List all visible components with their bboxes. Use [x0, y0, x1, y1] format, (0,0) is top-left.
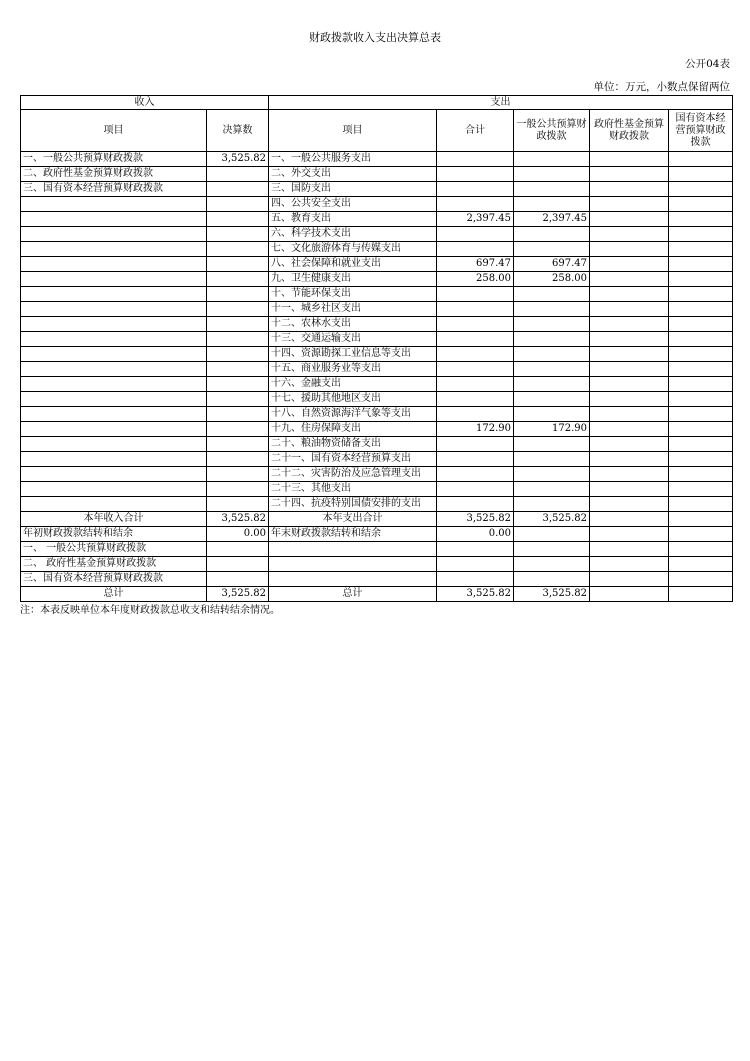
expense-total-cell — [437, 332, 514, 347]
expense-total-cell — [437, 287, 514, 302]
expense-total-cell — [437, 497, 514, 512]
income-value-cell — [207, 362, 269, 377]
empty-cell — [514, 557, 590, 572]
income-value-cell — [207, 482, 269, 497]
carry-in-item-fund: 二、 政府性基金预算财政拨款 — [21, 557, 207, 572]
total-header: 合计 — [437, 110, 514, 152]
empty-cell — [207, 557, 269, 572]
gov-fund-cell — [590, 257, 669, 272]
carry-in-item-capital: 三、国有资本经营预算财政拨款 — [21, 572, 207, 587]
empty-cell — [437, 542, 514, 557]
income-value-cell — [207, 347, 269, 362]
state-capital-cell — [669, 167, 733, 182]
expense-total-cell — [437, 152, 514, 167]
income-item-cell — [21, 452, 207, 467]
gov-fund-cell — [590, 317, 669, 332]
general-budget-header: 一般公共预算财政拨款 — [514, 110, 590, 152]
income-value-cell — [207, 257, 269, 272]
form-number: 公开04表 — [685, 58, 730, 70]
expense-total-cell — [437, 347, 514, 362]
state-capital-cell — [669, 407, 733, 422]
gov-fund-cell — [590, 212, 669, 227]
empty-cell — [669, 557, 733, 572]
income-item-cell — [21, 482, 207, 497]
table-row — [21, 242, 733, 257]
expense-item-cell: 六、科学技术支出 — [269, 227, 437, 242]
gov-fund-cell — [590, 272, 669, 287]
header-row-columns — [21, 110, 733, 152]
empty-cell — [437, 572, 514, 587]
expense-item-cell: 十、节能环保支出 — [269, 287, 437, 302]
income-item-cell — [21, 392, 207, 407]
carry-in-item-general: 一、 一般公共预算财政拨款 — [21, 542, 207, 557]
table-row — [21, 152, 733, 167]
income-item-cell: 二、政府性基金预算财政拨款 — [21, 167, 207, 182]
carry-out-value: 0.00 — [437, 527, 514, 542]
state-capital-cell — [669, 467, 733, 482]
expense-total-cell — [437, 242, 514, 257]
income-item-cell: 一、一般公共预算财政拨款 — [21, 152, 207, 167]
expense-total-cell — [437, 467, 514, 482]
table-row — [21, 227, 733, 242]
income-item-header: 项目 — [21, 110, 207, 152]
income-header: 收入 — [21, 96, 269, 110]
carry-over-row — [21, 527, 733, 542]
income-value-cell — [207, 437, 269, 452]
gov-fund-cell — [590, 437, 669, 452]
general-budget-cell — [514, 197, 590, 212]
state-capital-cell — [669, 482, 733, 497]
state-capital-cell — [669, 287, 733, 302]
table-row — [21, 317, 733, 332]
state-capital-cell — [669, 302, 733, 317]
expense-item-cell: 九、卫生健康支出 — [269, 272, 437, 287]
income-item-cell — [21, 332, 207, 347]
expense-item-cell: 八、社会保障和就业支出 — [269, 257, 437, 272]
general-budget-cell: 697.47 — [514, 257, 590, 272]
state-capital-cell — [669, 377, 733, 392]
unit-note: 单位：万元，小数点保留两位 — [593, 81, 730, 93]
table-row — [21, 167, 733, 182]
state-capital-cell — [669, 182, 733, 197]
carry-in-label: 年初财政拨款结转和结余 — [21, 527, 207, 542]
grand-total-expense-value: 3,525.82 — [437, 587, 514, 602]
state-capital-cell — [669, 227, 733, 242]
income-value-cell — [207, 167, 269, 182]
grand-total-expense-label: 总计 — [269, 587, 437, 602]
empty-cell — [590, 557, 669, 572]
expense-item-cell: 四、公共安全支出 — [269, 197, 437, 212]
expense-item-cell: 十八、自然资源海洋气象等支出 — [269, 407, 437, 422]
gov-fund-cell — [590, 287, 669, 302]
expense-total-cell — [437, 317, 514, 332]
state-capital-header: 国有资本经营预算财政拨款 — [669, 110, 733, 152]
general-budget-cell — [514, 182, 590, 197]
state-capital-cell — [669, 452, 733, 467]
expense-header: 支出 — [269, 96, 733, 110]
gov-fund-cell — [590, 407, 669, 422]
expense-total-cell — [437, 482, 514, 497]
expense-item-cell: 十二、农林水支出 — [269, 317, 437, 332]
table-row — [21, 452, 733, 467]
expense-item-cell: 二十、粮油物资储备支出 — [269, 437, 437, 452]
general-budget-cell — [514, 377, 590, 392]
expense-total-cell: 172.90 — [437, 422, 514, 437]
gov-fund-cell — [590, 227, 669, 242]
table-row — [21, 482, 733, 497]
income-item-cell — [21, 287, 207, 302]
state-capital-cell — [669, 362, 733, 377]
empty-cell — [437, 557, 514, 572]
general-budget-cell — [514, 332, 590, 347]
expense-total-cell — [437, 377, 514, 392]
state-capital-cell — [669, 497, 733, 512]
income-value-cell — [207, 227, 269, 242]
general-budget-cell — [514, 452, 590, 467]
income-value-cell — [207, 422, 269, 437]
general-budget-cell — [514, 437, 590, 452]
gov-fund-cell — [590, 167, 669, 182]
expense-item-cell: 十三、交通运输支出 — [269, 332, 437, 347]
state-capital-cell — [669, 257, 733, 272]
gov-fund-cell — [590, 377, 669, 392]
footnote: 注：本表反映单位本年度财政拨款总收支和结转结余情况。 — [20, 605, 280, 616]
empty-cell — [207, 572, 269, 587]
state-capital-cell — [669, 272, 733, 287]
income-total-value: 3,525.82 — [207, 512, 269, 527]
empty-cell — [514, 572, 590, 587]
expense-total-label: 本年支出合计 — [269, 512, 437, 527]
income-item-cell — [21, 377, 207, 392]
grand-total-row — [21, 587, 733, 602]
carry-in-item-row — [21, 572, 733, 587]
income-item-cell — [21, 467, 207, 482]
gov-fund-cell — [590, 362, 669, 377]
general-budget-cell — [514, 347, 590, 362]
expense-item-cell: 十六、金融支出 — [269, 377, 437, 392]
empty-cell — [669, 587, 733, 602]
general-budget-cell — [514, 242, 590, 257]
state-capital-cell — [669, 332, 733, 347]
empty-cell — [590, 527, 669, 542]
gov-fund-cell — [590, 242, 669, 257]
general-budget-cell — [514, 497, 590, 512]
expense-total-cell — [437, 392, 514, 407]
income-item-cell — [21, 437, 207, 452]
table-row — [21, 437, 733, 452]
table-row — [21, 362, 733, 377]
expense-total-cell — [437, 167, 514, 182]
empty-cell — [590, 572, 669, 587]
income-item-cell — [21, 497, 207, 512]
expense-total-cell — [437, 452, 514, 467]
grand-total-expense-general: 3,525.82 — [514, 587, 590, 602]
carry-in-item-row — [21, 557, 733, 572]
table-row — [21, 302, 733, 317]
gov-fund-cell — [590, 482, 669, 497]
grand-total-income-value: 3,525.82 — [207, 587, 269, 602]
gov-fund-cell — [590, 452, 669, 467]
general-budget-cell: 172.90 — [514, 422, 590, 437]
general-budget-cell — [514, 407, 590, 422]
table-row — [21, 347, 733, 362]
general-budget-cell — [514, 362, 590, 377]
general-budget-cell — [514, 167, 590, 182]
state-capital-cell — [669, 422, 733, 437]
income-value-cell — [207, 497, 269, 512]
gov-fund-cell — [590, 302, 669, 317]
empty-cell — [514, 542, 590, 557]
expense-total-cell — [437, 197, 514, 212]
expense-item-cell: 二十四、抗疫特别国债安排的支出 — [269, 497, 437, 512]
income-value-cell — [207, 302, 269, 317]
income-item-cell — [21, 212, 207, 227]
fiscal-summary-table — [20, 95, 733, 602]
empty-cell — [590, 587, 669, 602]
state-capital-cell — [669, 197, 733, 212]
expense-item-cell: 二、外交支出 — [269, 167, 437, 182]
table-row — [21, 422, 733, 437]
income-value-cell — [207, 332, 269, 347]
gov-fund-cell — [590, 347, 669, 362]
table-row — [21, 467, 733, 482]
expense-item-cell: 二十二、灾害防治及应急管理支出 — [269, 467, 437, 482]
state-capital-cell — [669, 152, 733, 167]
empty-cell — [669, 512, 733, 527]
income-item-cell — [21, 422, 207, 437]
expense-item-header: 项目 — [269, 110, 437, 152]
table-row — [21, 407, 733, 422]
gov-fund-cell — [590, 497, 669, 512]
expense-item-cell: 十一、城乡社区支出 — [269, 302, 437, 317]
annual-total-row — [21, 512, 733, 527]
general-budget-cell: 258.00 — [514, 272, 590, 287]
state-capital-cell — [669, 242, 733, 257]
table-row — [21, 332, 733, 347]
income-value-cell — [207, 182, 269, 197]
expense-item-cell: 三、国防支出 — [269, 182, 437, 197]
table-row — [21, 212, 733, 227]
expense-total-cell — [437, 227, 514, 242]
empty-cell — [269, 557, 437, 572]
gov-fund-cell — [590, 332, 669, 347]
gov-fund-cell — [590, 467, 669, 482]
expense-total-cell: 2,397.45 — [437, 212, 514, 227]
general-budget-cell: 2,397.45 — [514, 212, 590, 227]
empty-cell — [590, 542, 669, 557]
general-budget-cell — [514, 287, 590, 302]
income-value-cell — [207, 452, 269, 467]
gov-fund-cell — [590, 152, 669, 167]
income-value-cell — [207, 197, 269, 212]
empty-cell — [669, 527, 733, 542]
general-budget-cell — [514, 482, 590, 497]
general-budget-cell — [514, 152, 590, 167]
expense-item-cell: 二十一、国有资本经营预算支出 — [269, 452, 437, 467]
state-capital-cell — [669, 212, 733, 227]
carry-in-value: 0.00 — [207, 527, 269, 542]
carry-in-item-row — [21, 542, 733, 557]
state-capital-cell — [669, 437, 733, 452]
general-budget-cell — [514, 467, 590, 482]
gov-fund-cell — [590, 182, 669, 197]
general-budget-cell — [514, 227, 590, 242]
income-value-cell — [207, 467, 269, 482]
expense-item-cell: 七、文化旅游体育与传媒支出 — [269, 242, 437, 257]
expense-total-general: 3,525.82 — [514, 512, 590, 527]
income-value-cell: 3,525.82 — [207, 152, 269, 167]
income-value-cell — [207, 407, 269, 422]
income-value-cell — [207, 317, 269, 332]
table-row — [21, 257, 733, 272]
final-amount-header: 决算数 — [207, 110, 269, 152]
expense-item-cell: 十四、资源勘探工业信息等支出 — [269, 347, 437, 362]
expense-total-cell — [437, 362, 514, 377]
income-value-cell — [207, 212, 269, 227]
general-budget-cell — [514, 392, 590, 407]
table-row — [21, 272, 733, 287]
empty-cell — [514, 527, 590, 542]
header-row-top — [21, 96, 733, 110]
expense-total-cell — [437, 302, 514, 317]
income-item-cell — [21, 347, 207, 362]
expense-item-cell: 十九、住房保障支出 — [269, 422, 437, 437]
gov-fund-cell — [590, 422, 669, 437]
income-item-cell: 三、国有资本经营预算财政拨款 — [21, 182, 207, 197]
income-value-cell — [207, 392, 269, 407]
income-item-cell — [21, 242, 207, 257]
general-budget-cell — [514, 302, 590, 317]
expense-total-cell — [437, 182, 514, 197]
expense-item-cell: 一、一般公共服务支出 — [269, 152, 437, 167]
table-row — [21, 392, 733, 407]
gov-fund-cell — [590, 197, 669, 212]
income-item-cell — [21, 317, 207, 332]
income-value-cell — [207, 287, 269, 302]
gov-fund-header: 政府性基金预算财政拨款 — [590, 110, 669, 152]
table-row — [21, 497, 733, 512]
table-row — [21, 182, 733, 197]
income-value-cell — [207, 377, 269, 392]
income-total-label: 本年收入合计 — [21, 512, 207, 527]
gov-fund-cell — [590, 392, 669, 407]
empty-cell — [207, 542, 269, 557]
empty-cell — [669, 572, 733, 587]
income-item-cell — [21, 362, 207, 377]
table-row — [21, 197, 733, 212]
empty-cell — [669, 542, 733, 557]
expense-item-cell: 十七、援助其他地区支出 — [269, 392, 437, 407]
expense-item-cell: 五、教育支出 — [269, 212, 437, 227]
expense-total-cell: 697.47 — [437, 257, 514, 272]
income-item-cell — [21, 272, 207, 287]
table-row — [21, 377, 733, 392]
expense-total-cell: 258.00 — [437, 272, 514, 287]
empty-cell — [269, 572, 437, 587]
state-capital-cell — [669, 317, 733, 332]
report-title: 财政拨款收入支出决算总表 — [309, 31, 441, 44]
income-item-cell — [21, 302, 207, 317]
table-row — [21, 287, 733, 302]
carry-out-label: 年末财政拨款结转和结余 — [269, 527, 437, 542]
income-value-cell — [207, 242, 269, 257]
general-budget-cell — [514, 317, 590, 332]
income-value-cell — [207, 272, 269, 287]
income-item-cell — [21, 197, 207, 212]
income-item-cell — [21, 257, 207, 272]
expense-item-cell: 十五、商业服务业等支出 — [269, 362, 437, 377]
income-item-cell — [21, 227, 207, 242]
empty-cell — [590, 512, 669, 527]
empty-cell — [269, 542, 437, 557]
state-capital-cell — [669, 392, 733, 407]
expense-item-cell: 二十三、其他支出 — [269, 482, 437, 497]
state-capital-cell — [669, 347, 733, 362]
expense-total-cell — [437, 437, 514, 452]
expense-total-value: 3,525.82 — [437, 512, 514, 527]
income-item-cell — [21, 407, 207, 422]
grand-total-income-label: 总计 — [21, 587, 207, 602]
expense-total-cell — [437, 407, 514, 422]
